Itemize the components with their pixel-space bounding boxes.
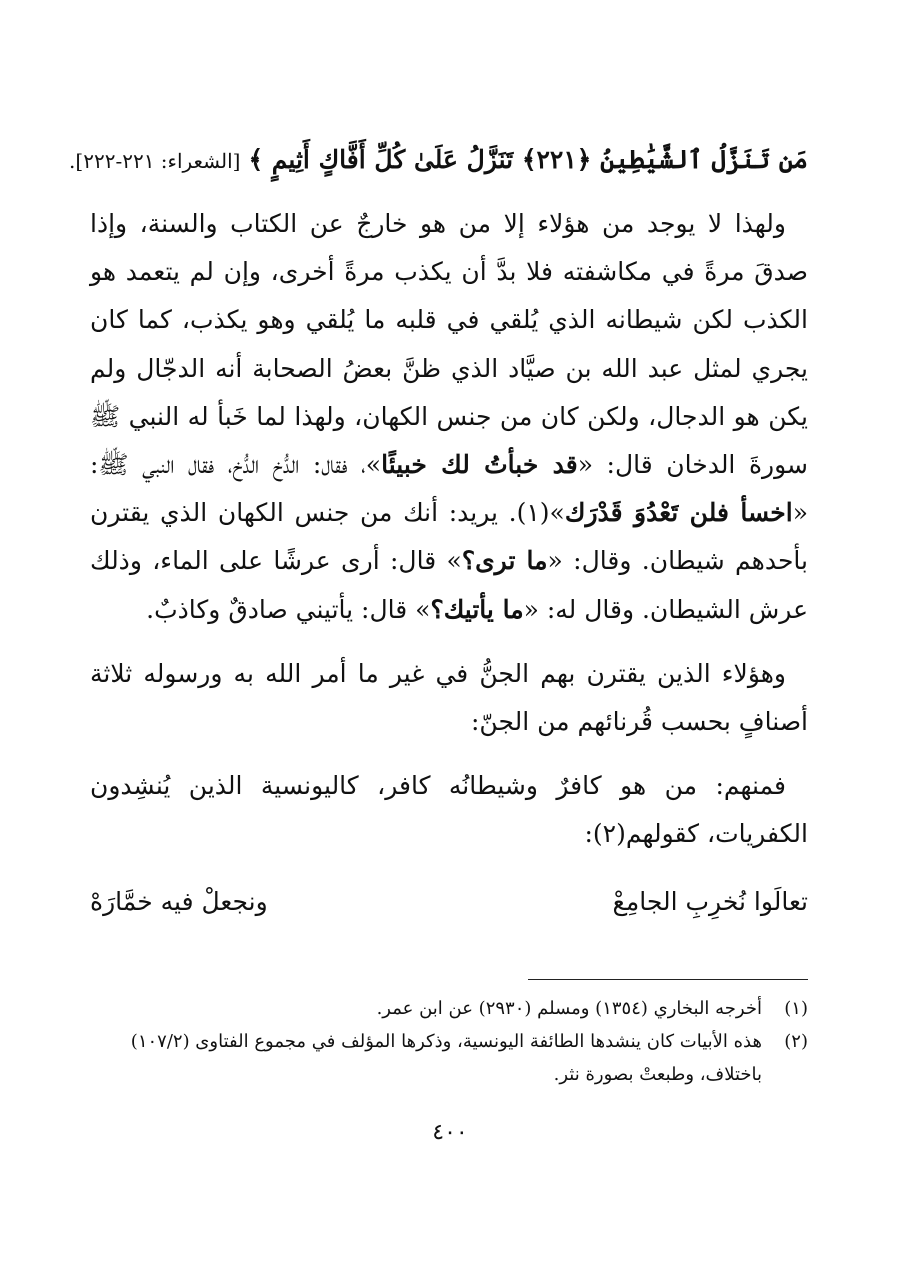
text-segment: » قال: يأتيني صادقٌ وكاذبٌ. — [146, 594, 431, 624]
poem-hemistich-second: ونجعلْ فيه خمَّارَهْ — [90, 887, 268, 916]
text-segment: »، فقال: الدُّخ الدُّخ، فقال النبي ﷺ: « — [90, 450, 808, 528]
text-segment: » قال: أرى عرشًا على الماء، وذلك عرش الشيطان. وقال له: « — [90, 546, 808, 624]
hadith-quote: ما ترى؟ — [461, 546, 548, 576]
paragraph-2 — [90, 650, 808, 746]
footnote-text: هذه الأبيات كان ينشدها الطائفة اليونسية، وذكرها المؤلف في مجموع الفتاوى (١٠٧/٢) باختلاف، وطبعتْ بصورة نثر. — [130, 1031, 762, 1085]
quran-reference: [الشعراء: ٢٢١-٢٢٢]. — [69, 149, 241, 173]
hadith-quote: ما يأتيك؟ — [430, 594, 524, 624]
main-text — [90, 200, 808, 859]
footnote-1 — [90, 992, 808, 1025]
hadith-quote: اخسأ فلن تَعْدُوَ قَدْرَك — [564, 498, 793, 528]
footnote-2 — [90, 1025, 808, 1091]
text-segment: ولهذا لا يوجد من هؤلاء إلا من هو خارجٌ عن الكتاب والسنة، وإذا صدقَ مرةً في مكاشفته فلا بدَّ أن يكذب مرةً أخرى، وإن لم يتعمد هو الكذب لكن شيطانه الذي يُلقي في قلبه ما يُلقي وهو يكذب، كما كان يجري لمثل عبد الله بن صيَّاد الذي ظنَّ بعضُ الصحابة أنه الدجّال ولم يكن هو الدجال، ولكن كان من جنس الكهان، ولهذا لما خَبأ له النبي ﷺ سورةَ الدخان قال: « — [90, 209, 808, 480]
paragraph-3 — [90, 762, 808, 858]
text-segment: فمنهم: من هو كافرٌ وشيطانُه كافر، كاليونسية الذين يُنشِدون الكفريات، كقولهم(٢): — [90, 771, 808, 849]
quran-verse: مَن تَنَزَّلُ ٱلشَّيَٰطِينُ ﴿٢٢١﴾ تَنَزَّلُ عَلَىٰ كُلِّ أَفَّاكٍ أَثِيمٍ ﴾ — [248, 145, 808, 174]
text-segment: وهؤلاء الذين يقترن بهم الجنُّ في غير ما أمر الله به ورسوله ثلاثة أصنافٍ بحسب قُرنائهم من الجنّ: — [90, 658, 808, 737]
footnote-number: (١) — [784, 998, 808, 1019]
page-number: ٤٠٠ — [432, 1120, 468, 1145]
paragraph-1 — [90, 200, 808, 634]
text-segment: »(١). يريد: أنك من جنس الكهان الذي يقترن بأحدهم شيطان. وقال: « — [90, 498, 809, 576]
poem-hemistich-first: تعالَوا نُخرِبِ الجامِعْ — [612, 887, 808, 916]
poem-line — [90, 880, 808, 924]
footnote-number: (٢) — [784, 1031, 808, 1052]
quran-verse-line — [69, 138, 808, 183]
footnotes — [90, 992, 808, 1091]
hadith-quote: قد خبأتُ لك خبيئًا — [381, 450, 578, 480]
footnote-text: أخرجه البخاري (١٣٥٤) ومسلم (٢٩٣٠) عن ابن عمر. — [376, 998, 762, 1019]
footnote-divider — [528, 979, 808, 980]
